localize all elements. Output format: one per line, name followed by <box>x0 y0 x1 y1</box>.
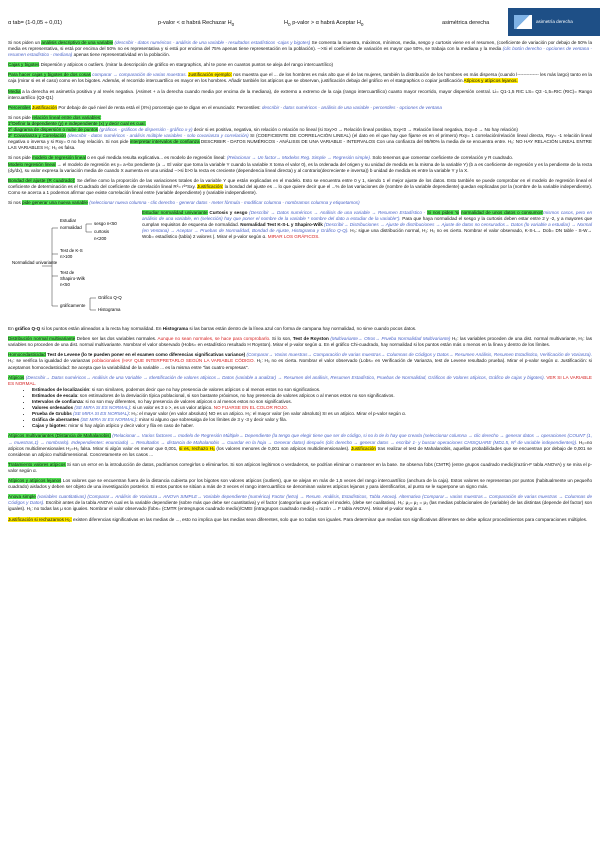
paragraph <box>8 336 592 348</box>
text-run: comparar → comparación de varias muestras. <box>90 72 189 78</box>
highlighted-heading: Anova simple <box>8 494 36 500</box>
text-run: Test de Levene (lo te pueden poner en el examen como diferencias significativas variance) <box>47 352 246 358</box>
text-run: → el modelo de regresión es y= a+bx pendiente (a → El valor que toma la variable Y cuando la variable X toma el valor 0), es la ordenada del origen y su unidad de medida es la misma de la variable Y) (b a es coeficiente de regresión y es la pendiente de la recta (dy/dx), su valor expresa la variación media de cuando X aumenta en una unidad -->si b>0 la recta es creciente (dependencia lineal directa) y al contrario(decreciente e inversa)) b unidad de medida es entre la variable Y y la X. <box>8 161 592 173</box>
highlighted-heading: Homocedasticidad <box>8 352 46 358</box>
list-item <box>32 423 592 429</box>
text-run: (SE MIRA SI ES NORMAL) <box>79 417 137 423</box>
text-run: : si un valor es 3 o >, es un valor atípico. <box>130 405 214 411</box>
text-run: (describir - datos numéricos - análisis múltiple variables - solo covarianza y correlación) <box>65 133 249 139</box>
highlighted-heading: Atípicos multivariantes (Distancia de Mahalanobis) <box>8 433 111 439</box>
text-run: (Describir → Datos numéricos → Análisis de una variable → Resumen Estadístico - <box>247 210 427 216</box>
highlighted-heading: 1ºDefinir la dependiente (y) e independiente (x) y decir cual es cual. <box>8 120 146 126</box>
text-run: describir - datos numéricos - análisis de una variable - percentiles - opciones de ventana <box>261 104 442 110</box>
diagram-ks: Test de K-S <box>60 248 83 254</box>
highlighted-heading: Media <box>8 88 21 94</box>
paragraph <box>8 494 592 512</box>
text-run: poblacionales <box>91 358 121 364</box>
text-run: (SE MIRA SI ES NORMAL) <box>73 405 131 411</box>
diagram-graph: gráficamente <box>60 303 86 309</box>
chart-thumbnail-icon <box>514 15 532 29</box>
text-run: NO FIJARSE EN EL COLOR ROJO. <box>213 405 289 411</box>
diagram-n50: n<50 <box>60 282 70 288</box>
paragraph <box>8 72 592 84</box>
highlighted-heading: análisis descriptivo de una variable <box>41 40 114 45</box>
text-run: Si lo son, <box>270 336 293 342</box>
text-run: Se comenta la muestra, máximos, mínimos, media, sesgo y curtosis viene en el resumen, (coeficiente de variación por debajo de 50% la media es representativa, si está por encima del 50% no es representativa y si está por encima del 75% apenas tiene representación en la población). -->Si el coeficiente de variación es mayor que 50%, se trabaja con la mediana y la media <box>8 40 592 52</box>
text-run: Dispersión y atípicos o outliers. (mirar la descripción de gráfico en stargraphics, ahí te pone en cuantos puntos se aleja del rango intercuartílico) <box>39 62 334 68</box>
highlighted-heading: interpretar intervalos de confianza <box>129 139 200 145</box>
text-run: Normalidad Test K-S-L y Shapiro-Wilk <box>240 222 323 228</box>
diagram-sw: Test de <box>60 270 75 276</box>
text-run: mismos casos, pero en análisis de una variable, en (selección) hay que poner el nombre de la variable * nombre del dato a estudiar de la variable"). <box>142 210 592 222</box>
text-run: (seleccionar nueva columna - clic derecho - generar datos - meter fórmula - modificar columna - nombramos columna y etiquetamos) <box>87 199 360 205</box>
highlighted-note: Justificación si rechazamos H₀: <box>8 516 72 522</box>
text-run: tras realizar el test de Mahalanobis, aquellas probabilidades que se encuentran por debajo de 0,001 se consideran un atípico multidimensional. Concretamente en los casos ... <box>8 445 592 457</box>
highlighted-heading: Atípicos y atípicos lejanos <box>8 478 62 484</box>
normality-diagram <box>8 210 136 322</box>
p-value-accept-rule: $H_0$ p-valor > α habrá Aceptar $H_0$ <box>284 20 364 28</box>
highlighted-note: Justificación <box>32 104 58 110</box>
text-run: si las barras están dentro de la línea azul con forma de campana hay normalidad, no sirve cuando pocos datos. <box>188 326 417 332</box>
paragraph <box>8 352 592 370</box>
text-run: (Describir→ Distribuciones → Ajuste de distribuciones → Ajuste de datos no censurados→ Datos (lo variable a estudiar) → Normal (en Ventana) → Aceptar → Pruebas de Normalidad, Bondad de Ajuste, Histograma y Gráfico Q-Q). <box>142 222 592 234</box>
diagram-ks-2: n>100 <box>60 254 73 260</box>
text-run: Para que haya normalidad el sesgo y la curtosis deben estar entre 2 y -2, y a mayores que cumplan requisitos de esquema de normalidad. <box>142 216 593 228</box>
text-run: Cajas y bigotes <box>32 423 66 429</box>
highlighted-heading: Si nos piden 'si <box>426 210 460 216</box>
highlighted-note: Atípicos y atípicos lejanos. <box>463 78 518 84</box>
text-run: (SE MIRA SI ES NORMAL) <box>71 411 129 417</box>
paragraph <box>8 178 592 196</box>
text-run: Solo tenemos que comentar coeficiente de correlación y R cuadrado. <box>371 155 514 161</box>
highlighted-heading: 2º diagrama de dispersión o nube de puntos <box>8 127 99 133</box>
highlighted-heading: Atípicos <box>8 374 25 380</box>
text-run: SI (COEFICIENTE DE CORRELACIÓN LINEAL) (el dato en el que hay que fijarse es en el primero) Rxy= 1 correlación/relación lineal directa, Rxy= -1 relación lineal negativa o inversa y si Rxy= 0 no hay relación. Si nos pide <box>8 133 592 145</box>
text-run: Test de Royston <box>292 336 329 342</box>
paragraph <box>8 62 592 68</box>
diagram-top-1: Estudiar <box>60 218 77 224</box>
paragraph <box>8 462 592 474</box>
text-run: Si son un error en la introducción de datos, podríamos corregirlos o eliminarlos. Si son atípicos legítimos o verdaderos, se podrían eliminar o mantener en la base. Se observa fobs (CMTR) (entre grupos cuadrado medio)/razón-F tabla ANOVA) y se mira el p-valor según α. <box>8 461 592 473</box>
text-run: nos muestra que el ... de los hombres es más alto que el de las mujeres, también la distribución de los hombres es más dispersa (cuando l-------------- les más largo) tanto en la caja (mirar si es el caso) como en los bigotes. Además, el recorrido intercuartílico es mayor en los hombres. Añadir también los atípicos que se observan, justificación debajo del gráfico en el statgraphics o copiar justificación <box>8 72 592 84</box>
text-run: Prueba de Grubbs <box>32 411 72 417</box>
highlighted-heading: Modelo regresión lineal <box>8 161 56 167</box>
tree-lines <box>42 228 58 306</box>
highlighted-heading: pide generar una nueva variable <box>22 199 88 205</box>
text-run: H₀: se verifica la igualdad de varianzas <box>8 358 92 364</box>
paragraph <box>8 433 592 457</box>
text-run: (Multivariante→ Otros→ Prueba Normalidad Multivariante) <box>328 336 451 342</box>
highlighted-heading: Cajas y bigotes <box>8 62 40 68</box>
diagram-sesgo: sesgo n<50 <box>94 221 117 227</box>
text-run: : son estimadores de la desviación típica poblacional, si son bastante próximos, no hay presencia de valores atípicos o al menos estos no son significativos. <box>77 392 395 398</box>
paragraph <box>8 478 592 490</box>
normality-section <box>8 210 592 322</box>
highlighted-heading: Estudiar normalidad univariante <box>142 210 208 216</box>
paragraph <box>8 517 592 523</box>
text-run: apenas tiene representatividad en la población. <box>72 52 170 58</box>
notes-body <box>8 40 592 527</box>
text-run: Valores ordenados <box>32 405 74 411</box>
text-run: VER SI LA VARIABLE ES NORMAL. <box>8 374 592 386</box>
text-run: En <box>8 326 15 332</box>
text-run: Estimados de localización <box>32 386 90 392</box>
paragraph <box>8 375 592 387</box>
text-run: : si son similares, podemos decir que no hay presencia de valores atípicos o al menos estos no son significativos. <box>89 386 321 392</box>
text-run: si los puntos están alineados a la recta hay normalidad. En <box>40 326 163 332</box>
text-run: Deben ser las dos variables normales. <box>75 336 158 342</box>
bullet-list <box>8 387 592 430</box>
text-run: (Relacionar→ Varios factores→ modelo de Regresión Múltiple→ Dependiente (la tengo que elegir tiene que ser de código, si no lo tie lo hay que crearla (seleccionar columna → clic derecho → generar datos → operaciones (COUNT (1, → muestras,1) → nombrarlo). Independientes: enunciado) → Resultados → distancia de Mahalanobis → Guardar en la hoja → Generar datos) después (clic derecho → generar datos → escribir 1- y buscar operaciones CHISQUARE (MD1.5, Nº de variable independientes)). <box>8 433 592 445</box>
highlighted-note: Justificación: <box>197 183 224 189</box>
text-run: (gráficos - gráficos de dispersión - gráfico x-y) <box>98 127 193 133</box>
page-header <box>8 8 592 36</box>
highlighted-heading: Tratamiento valores atípicos <box>8 461 66 467</box>
text-run: : si no son muy diferentes, no hay presencia de valores atípicos o al menos estos no son significativos. <box>82 399 292 404</box>
paragraph <box>8 89 592 101</box>
text-run: a la derecha es asimetría positiva y al revés negativa. (Asimet + a la derecha cuando media por encima de la mediana), de extremo a extremo de la caja (rango intercuartílico) cuanto mayor recorrido, mayor dispersión central. Li= Q1-1,5 RIC LS= Q3 -1,5=RIC (RIC)= Rango intercuartílico (Q3-Q1) <box>8 88 592 100</box>
text-run: Se define como la proporción de las variaciones totales de la variable Y que están explicadas en el modelo. Esto se encuentra entre 0 y 1, siendo 1 el mejor ajuste de los datos. Esto también se puede comprobar en el modelo de regresión lineal el coeficiente de determinación es el Cuadrado del coeficiente de correlación lineal R²= r²*Sxy. <box>8 177 593 189</box>
text-run: Gráfica de aberrantes <box>32 417 80 423</box>
paragraph <box>8 200 592 206</box>
normality-text <box>142 210 592 322</box>
diagram-top-2: normalidad <box>60 225 82 231</box>
highlighted-heading: 3º Covarianza y Correlación <box>8 133 66 139</box>
diagram-n200: n<200 <box>94 236 107 242</box>
asymmetry-thumbnail: asimetría derecha <box>508 8 600 36</box>
text-run: (describir - datos numéricos - análisis de una variable - resultados estadísticos -cajas y bigotes) <box>113 40 311 45</box>
text-run: (HAY QUE INTERPRETARLO SEGÚN LA VARIABLE CÓDIGO. <box>121 358 255 364</box>
diagram-root-1: Normalidad univariante <box>12 260 58 266</box>
text-run: Escribir antes de la tabla ANOVA cual es la variable dependiente (sobre más que debe ser cuantitativa) y el factor (categorías que explican el modelo, (debe ser cualitativa). H₀: μ₁= μ₂ = μ₃ (las medias poblacionales de (variable) de las distintas (depende del factor) son iguales). H₁: no todas las μ son iguales. Nombrar el valor observado (fobs= (CMTR (entregrupos cuadrado medio)/CMEI (intragrupos cuadrado medio) = razón → F tabla ANOVA). Mirar el p-valor según α. <box>8 500 592 512</box>
paragraph <box>8 326 592 332</box>
highlighted-note: Justificación ejemplo: <box>188 72 232 78</box>
highlighted-heading: relación lineal entre dos variables: <box>32 114 102 120</box>
text-run: : mirar si alguno que sobresalga de los límites de 3 y -3 y decir valor y fila. <box>136 417 287 423</box>
highlighted-heading: normalidad de unos datos o consumos' <box>461 210 544 216</box>
text-run: gráfico Q-Q <box>14 326 41 332</box>
text-run: Si nos pide <box>8 155 33 161</box>
text-run: (clic botón derecho - opciones de ventana - resumen estadístico - mediana) <box>8 46 592 58</box>
text-run: Estimados de escala <box>32 392 78 398</box>
text-run: MIRAR LOS GRÁFICOS. <box>267 234 320 240</box>
text-run: H₀=no atípicos multidimensionales H₁=H₀ falsa. Mirar si algún valor es menor que 0,001, <box>8 439 592 451</box>
text-run: : mirar si hay algún atípico y decir valor y fila en caso de haber. <box>65 423 194 429</box>
text-run: (Describir→ Datos numéricos→ Análisis de una Variable → Identificación de valores atípicos→ Datos (variable a analizar) → Resumen del análisis, Resumen Estadístico, Pruebas de Normalidad, Gráficos de Valores atípicos, Gráfico de cajas y bigotes). <box>24 374 545 380</box>
text-run: : H₀: el mayor valor (en valor absoluto) NO es un atípico. H₁: el mayor valor (en valor absoluto) SI es un atípico. Mirar el p-valor según α. <box>128 411 407 417</box>
text-run: (Comparar→ Varias muestras→ Comparación de varias muestras→ Columnas de Códigos y Datos→ Resumen Análisis, Resumen Estadístico, Verificación de Varianza). <box>245 352 592 358</box>
normality-tree <box>8 210 136 322</box>
paragraph <box>8 40 592 58</box>
text-run: Aunque no sean normales, se hace para comprobarlo. <box>157 336 271 342</box>
diagram-hist: Histograma <box>98 307 121 313</box>
text-run: existen diferencias significativas en las medias de ..., esto no implica que las medias sean diferentes, solo que no todas son iguales. Para determinar que medias son significativas diferentes se debe aplicar procedimientos para comparaciones múltiples. <box>71 516 588 522</box>
highlighted-note: Justificación <box>350 445 376 451</box>
text-run: (Relacionar → Un factor→ Modelos Reg. Simple → Regresión simple). <box>226 155 372 161</box>
text-run: Histograma <box>162 326 189 332</box>
diagram-curtosis: curtosis <box>94 229 110 235</box>
highlighted-heading: Distribución normal multivariante <box>8 336 76 342</box>
text-run: H₀: sigue una distribución normal, H₁: H₀ no es cierto. Nombrar el valor observado, K-S-L→ Dob= DN table - S-W→ Wob= estadístico (tabla) 2 valores (. Mirar el p-valor según α. <box>142 228 592 240</box>
highlighted-heading: Percentiles <box>8 104 31 110</box>
p-value-reject-rule: p-valor < α habrá Rechazar $H_0$ <box>158 20 235 28</box>
text-run: Por debajo de qué nivel de renta está el (X%) porcentaje que te digan en el enunciado: Percentiles: <box>57 104 262 110</box>
text-run: la bondad del ajuste es ... lo que quiere decir que el ...% de las variaciones de (nombre de la variable dependiente) quedan explicadas por la (nombre de la variable independiente). Como se acerca a 1 podemos afirmar que existe correlación lineal entre (variable dependiente) y (variable independiente). <box>8 183 592 195</box>
text-run: decir si es positiva, negativa, sin relación o relación no lineal (si Sxy>0 → Relación lineal positiva, Sxy<0 → Relación lineal negativa, Sxy=0 → No hay relación) <box>192 127 518 133</box>
text-run: DESCRIBIR - DATOS NUMÉRICOS - ANÁLISIS DE UNA VARIABLE - INTERVALOS Con una confianza del 95/90% la media de se encuentra entre. H₀: NO HAY RELACIÓN LINEAL ENTRE LAS VARIABLES H₁: H₀ es falsa. <box>8 139 592 151</box>
diagram-sw-2: Shapiro-Wilk <box>60 276 85 282</box>
text-run: o en qué medida resulta explicativa... es modelo de regresión lineal: <box>85 155 227 161</box>
diagram-qq: Gráfico Q-Q <box>98 295 122 301</box>
text-run: H₀: las variables proceden de una dist. normal multivariante, H₁: las variables no proceden de una dist. normal multivariante. Nombrar el valor observado (Hobs= en estadístico resultado H Royston). Mirar el p-valor según α. En el gráfico Chi-cuadrado, hay normalidad si los puntos están más o menos en la línea y dentro de los límites. <box>8 336 592 348</box>
text-run: Si nos pide <box>8 114 33 120</box>
highlighted-heading: Para hacer cajas y bigotes de dos cosas <box>8 72 91 78</box>
paragraph <box>8 162 592 174</box>
paragraph <box>8 133 592 151</box>
text-run: H₁: H₀ no es cierta. Nombrar el valor observado (Lobs= en Verificación de Varianza, test de Levene resultado prueba). Mirar el p-valor según α. Justificación: si aceptamos homocedasticidad: Se acepta que la variabilidad de la variable ... es la misma entre "las cuatro empresas". <box>8 358 592 370</box>
highlighted-heading: Bondad del ajuste (R cuadrado): <box>8 177 76 183</box>
text-run: Si nos <box>8 199 23 205</box>
text-run: Intervalos de confianza <box>32 399 83 404</box>
text-run: (variables cuantitativas) (Comparar→ Análisis de Varianza→ ANOVA SIMPLE→ Variable dependiente (numérica) Factor (letra) → Resum. Análisis, Estadísticos, Tabla Anova). Alternativa (Comparar→ varias muestras→ Comparación de varias muestras → Columnas de Códigos y Datos). <box>8 494 592 506</box>
alpha-formula: α tab= (1-0,05 ÷ 0,01) <box>8 20 63 26</box>
text-run: (los valores menores de 0,001 son atípicos multidimensionales). <box>214 445 351 451</box>
highlighted-heading: modelo de regresión lineal <box>32 155 86 161</box>
highlighted-note: si es, rechazo H₀ <box>179 445 215 451</box>
asymmetry-label: asimétrica derecha <box>442 20 490 26</box>
paragraph <box>8 105 592 111</box>
text-run: Curtosis y sesgo <box>209 210 248 216</box>
text-run: Si nos piden un <box>8 40 42 45</box>
text-run: Los valores que se encuentran fuera de la distancia cubierta por los bigotes son valores atípicos (outliers), que se alejan en más de 1,5 veces del rango intercuartílico (anchura de la caja). Estos valores se representan por puntos (habitualmente un pequeño cuadrado) aislados y deben ser objeto de una investigación posterior. Si estos puntos se sitúan a más de 3 veces el rango intercuartílico se denominan valores atípicos lejanos y para identificarlos, al punto se le superpone un signo más. <box>8 478 592 490</box>
